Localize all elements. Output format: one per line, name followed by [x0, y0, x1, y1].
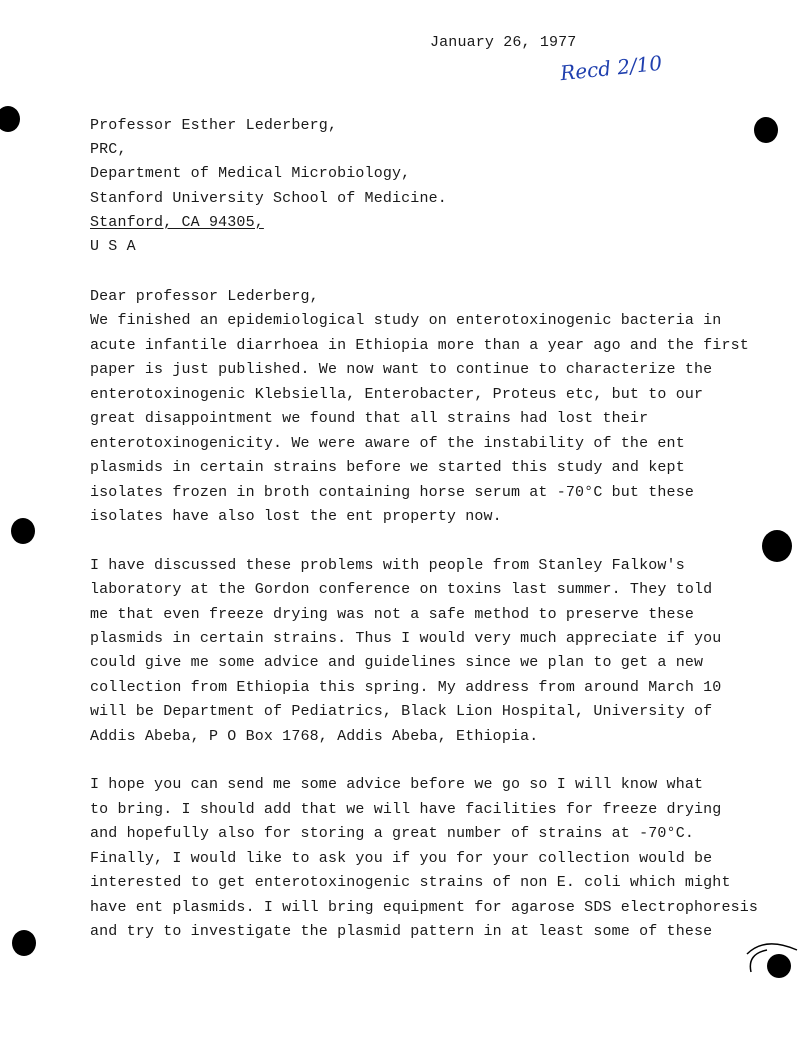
paragraph-1-line: We finished an epidemiological study on enterotoxinogenic bacteria in	[90, 312, 722, 329]
paragraph-2-line: Addis Abeba, P O Box 1768, Addis Abeba, Ethiopia.	[90, 728, 539, 745]
paragraph-3-line: have ent plasmids. I will bring equipment for agarose SDS electrophoresis	[90, 899, 759, 916]
paragraph-1-line: paper is just published. We now want to continue to characterize the	[90, 361, 713, 378]
paragraph-1-line: acute infantile diarrhoea in Ethiopia more than a year ago and the first	[90, 337, 749, 354]
paragraph-2-line: I have discussed these problems with people from Stanley Falkow's	[90, 557, 685, 574]
salutation: Dear professor Lederberg,	[90, 288, 319, 305]
paragraph-1-line: isolates have also lost the ent property now.	[90, 508, 502, 525]
punch-hole-mid-right	[762, 530, 792, 562]
punch-hole-top-right	[754, 117, 778, 143]
paragraph-2-line: laboratory at the Gordon conference on toxins last summer. They told	[90, 581, 713, 598]
recipient-line: Stanford University School of Medicine.	[90, 190, 447, 207]
paragraph-3-line: I hope you can send me some advice before we go so I will know what	[90, 776, 704, 793]
paragraph-3-line: and try to investigate the plasmid pattern in at least some of these	[90, 923, 713, 940]
letter-date: January 26, 1977	[430, 34, 577, 51]
recipient-city-line: Stanford, CA 94305,	[90, 214, 264, 231]
paragraph-1-line: plasmids in certain strains before we started this study and kept	[90, 459, 685, 476]
paragraph-3-line: to bring. I should add that we will have facilities for freeze drying	[90, 801, 722, 818]
paragraph-2-line: plasmids in certain strains. Thus I would very much appreciate if you	[90, 630, 722, 647]
recipient-country-line: U S A	[90, 238, 136, 255]
paragraph-1-line: isolates frozen in broth containing horse serum at -70°C but these	[90, 484, 694, 501]
recipient-line: Department of Medical Microbiology,	[90, 165, 411, 182]
punch-hole-top-left	[0, 106, 20, 132]
paragraph-2-line: collection from Ethiopia this spring. My address from around March 10	[90, 679, 722, 696]
paragraph-3-line: Finally, I would like to ask you if you for your collection would be	[90, 850, 713, 867]
recipient-line: PRC,	[90, 141, 127, 158]
paragraph-1-line: enterotoxinogenic Klebsiella, Enterobacter, Proteus etc, but to our	[90, 386, 704, 403]
punch-hole-bottom-left	[12, 930, 36, 956]
paragraph-1-line: great disappointment we found that all strains had lost their	[90, 410, 649, 427]
paragraph-3-line: interested to get enterotoxinogenic strains of non E. coli which might	[90, 874, 731, 891]
paragraph-3-line: and hopefully also for storing a great number of strains at -70°C.	[90, 825, 694, 842]
paragraph-1-line: enterotoxinogenicity. We were aware of the instability of the ent	[90, 435, 685, 452]
paragraph-2-line: me that even freeze drying was not a safe method to preserve these	[90, 606, 694, 623]
recipient-line: Professor Esther Lederberg,	[90, 117, 338, 134]
page-curl-mark	[745, 932, 800, 988]
paragraph-2-line: could give me some advice and guidelines since we plan to get a new	[90, 654, 704, 671]
punch-hole-mid-left	[11, 518, 35, 544]
paragraph-2-line: will be Department of Pediatrics, Black Lion Hospital, University of	[90, 703, 713, 720]
received-handwritten-note: Recd 2/10	[559, 50, 664, 86]
